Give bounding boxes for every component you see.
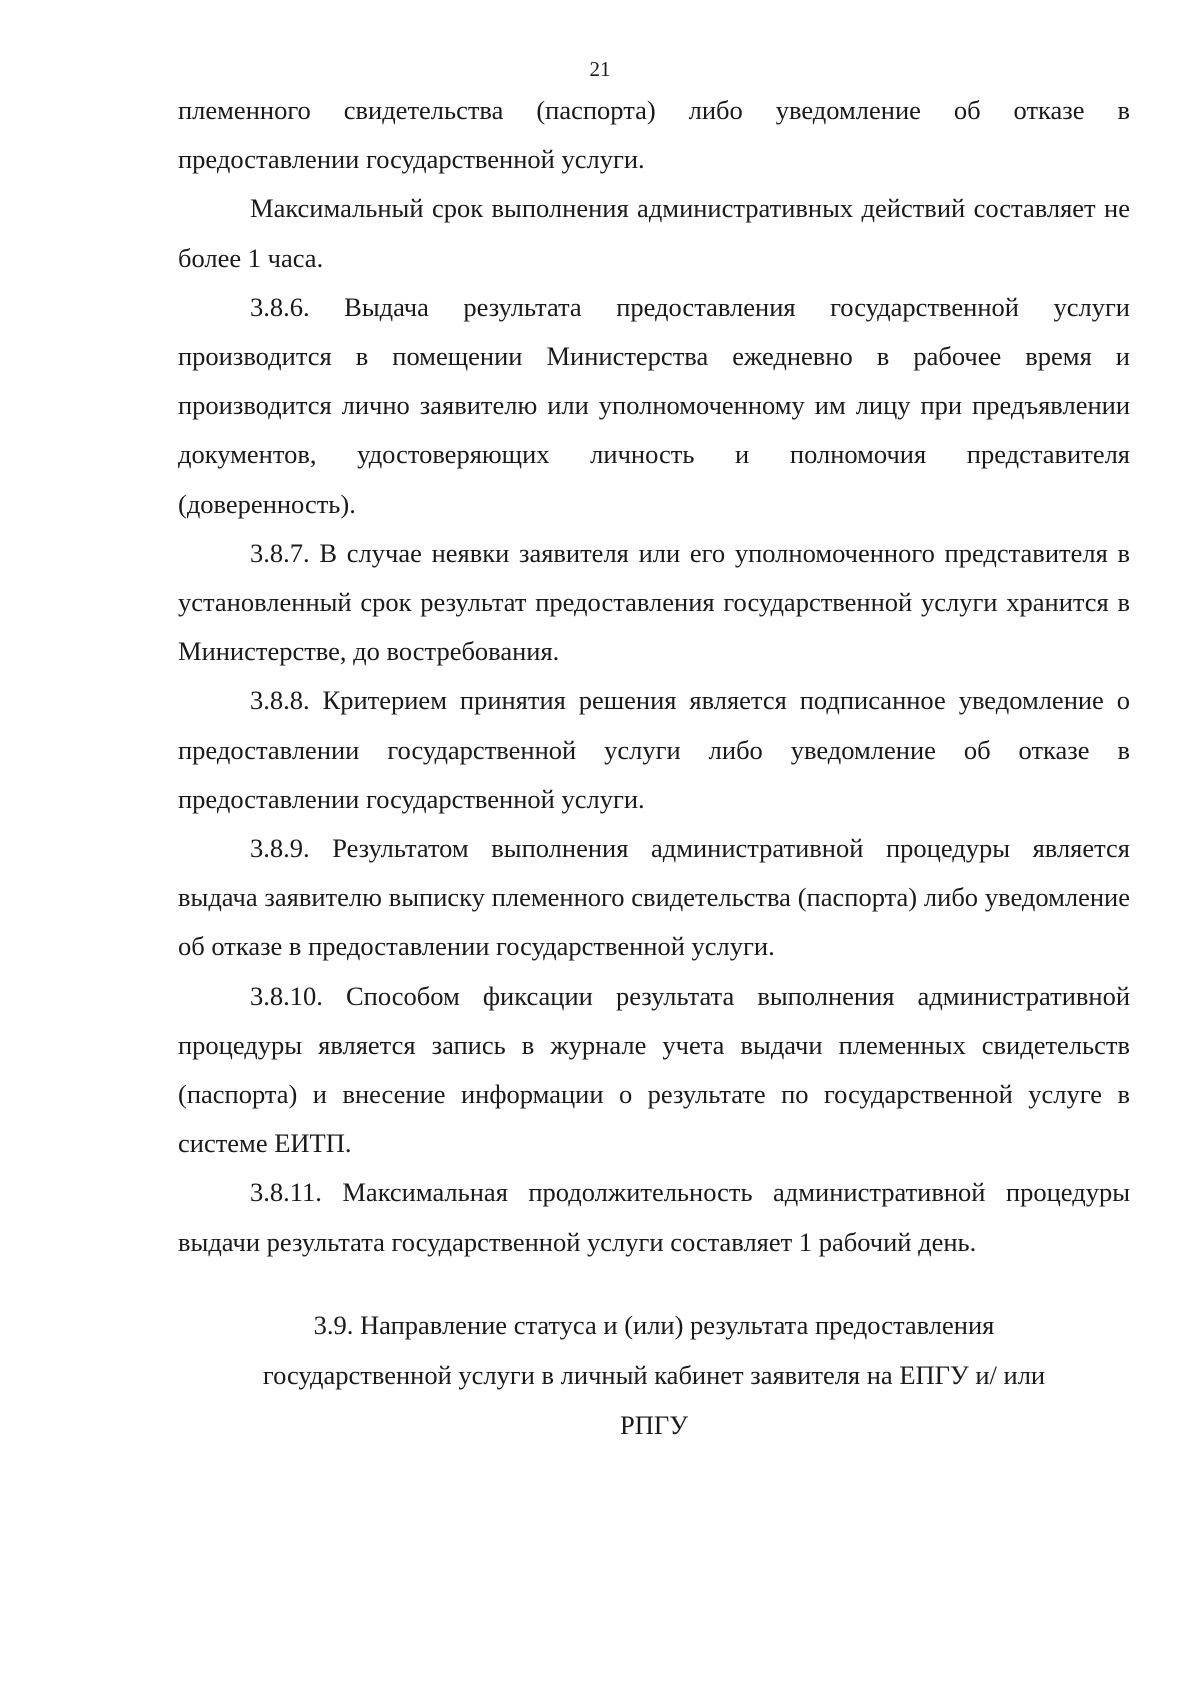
paragraph-3-8-9: 3.8.9. Результатом выполнения административной процедуры является выдача заявителю выписку племенного свидетельства (паспорта) либо уведомление об отказе в предоставлении государственной услуги.: [178, 833, 1130, 962]
paragraph-3-8-10: 3.8.10. Способом фиксации результата выполнения административной процедуры является запись в журнале учета выдачи племенных свидетельств (паспорта) и внесение информации о результате по государственной услуге в системе ЕИТП.: [178, 980, 1130, 1159]
section-heading-line: 3.9. Направление статуса и (или) результата предоставления: [313, 1310, 995, 1340]
paragraph-3-8-8: 3.8.8. Критерием принятия решения является подписанное уведомление о предоставлении государственной услуги либо уведомление об отказе в предоставлении государственной услуги.: [178, 685, 1130, 814]
paragraph-3-8-11: 3.8.11. Максимальная продолжительность административной процедуры выдачи результата государственной услуги составляет 1 рабочий день.: [178, 1177, 1130, 1257]
document-body: [178, 86, 1130, 1267]
paragraph-3-8-6: 3.8.6. Выдача результата предоставления государственной услуги производится в помещении Министерства ежедневно в рабочее время и производится лично заявителю или уполномоченному им лицу при предъявлении документов, удостоверяющих личность и полномочия представителя (доверенность).: [178, 291, 1130, 519]
paragraph-continuation: племенного свидетельства (паспорта) либо уведомление об отказе в предоставлении государственной услуги.: [178, 95, 1130, 175]
section-heading-line: государственной услуги в личный кабинет заявителя на ЕПГУ и/ или: [262, 1360, 1046, 1390]
page-number: 21: [589, 57, 611, 81]
paragraph-3-8-7: 3.8.7. В случае неявки заявителя или его уполномоченного представителя в установленный срок результат предоставления государственной услуги хранится в Министерстве, до востребования.: [178, 537, 1130, 667]
paragraph-max-time: Максимальный срок выполнения административных действий составляет не более 1 часа.: [178, 193, 1130, 273]
section-heading-line: РПГУ: [620, 1410, 688, 1440]
section-heading-3-9: [178, 1300, 1130, 1450]
